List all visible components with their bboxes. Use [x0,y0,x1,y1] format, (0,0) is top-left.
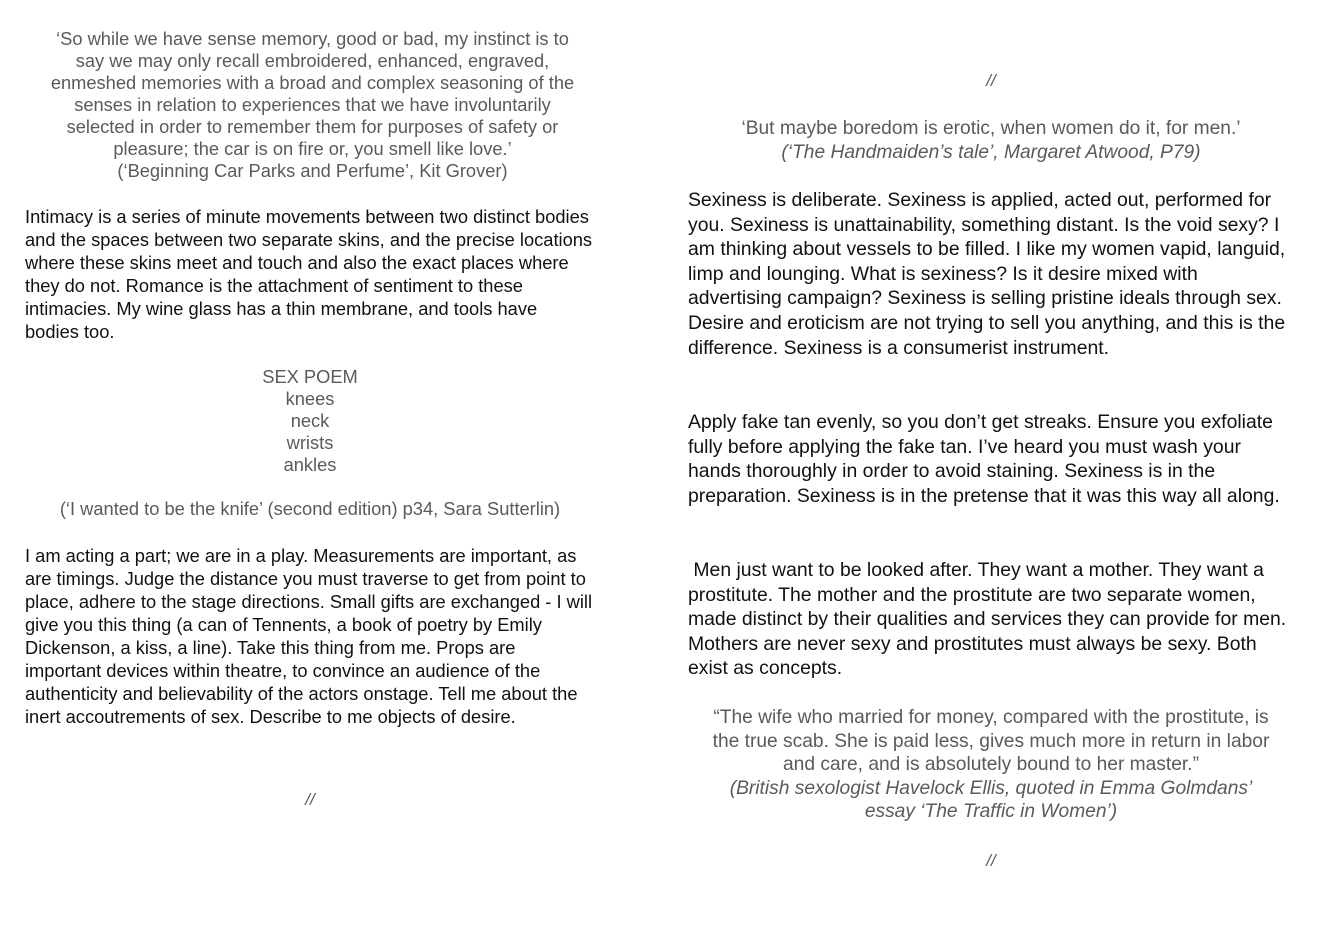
poem-line: neck [290,410,330,431]
ellis-quote [684,706,1298,824]
quote-text: ‘But maybe boredom is erotic, when women do it, for men.’ [741,118,1241,139]
quote-line: and care, and is absolutely bound to her master.” [783,754,1199,776]
quote-line: enmeshed memories with a broad and complex seasoning of the [50,72,575,93]
quote-line: ‘So while we have sense memory, good or bad, my instinct is to [56,28,569,49]
section-divider: // [305,790,315,809]
section-divider: // [986,71,996,90]
quote-line: senses in relation to experiences that we have involuntarily [74,94,551,115]
quote-line: “The wife who married for money, compared with the prostitute, is [713,707,1269,728]
poem-line: ankles [283,454,337,475]
quote-citation: essay ‘The Traffic in Women’) [864,801,1118,823]
paragraph-acting: I am acting a part; we are in a play. Measurements are important, as are timings. Judge the distance you must traverse to get from point to place, adhere to the stage directions. Small gifts are exchanged - I will give you this thing (a can of Tennents, a book of poetry by Emily Dickenson, a kiss, a line). Take this thing from me. Props are important devices within theatre, to convince an audience of the authenticity and believability of the actors onstage. Tell me about the inert accoutrements of sex. Describe to me objects of desire. [25,545,593,727]
quote-line: say we may only recall embroidered, enhanced, engraved, [75,50,550,71]
quote-line: selected in order to remember them for purposes of safety or [66,116,559,137]
quote-line: the true scab. She is paid less, gives much more in return in labor [712,730,1270,752]
grover-quote [20,28,605,182]
paragraph-intimacy: Intimacy is a series of minute movements between two distinct bodies and the spaces between two separate skins, and the precise locations where these skins meet and touch and also the exact places where they do not. Romance is the attachment of sentiment to these intimacies. My wine glass has a thin membrane, and tools have bodies too. [25,206,593,342]
quote-citation: (‘Beginning Car Parks and Perfume’, Kit Grover) [117,160,508,181]
poem-title: SEX POEM [262,366,358,387]
poem-line: wrists [286,432,334,453]
paragraph-sexiness: Sexiness is deliberate. Sexiness is applied, acted out, performed for you. Sexiness is unattainability, something distant. Is the void sexy? I am thinking about vessels to be filled. I like my women vapid, languid, limp and lounging. What is sexiness? Is it desire mixed with advertising campaign? Sexiness is selling pristine ideals through sex. Desire and eroticism are not trying to sell you anything, and this is the difference. Sexiness is a consumerist instrument. [688,189,1286,359]
paragraph-men: Men just want to be looked after. They want a mother. They want a prostitute. The mother and the prostitute are two separate women, made distinct by their qualities and services they can provide for men. Mothers are never sexy and prostitutes must always be sexy. Both exist as concepts. [688,559,1292,680]
atwood-quote [688,117,1294,164]
sex-poem [25,366,595,476]
section-divider: // [986,851,996,870]
quote-line: pleasure; the car is on fire or, you smell like love.’ [113,138,512,159]
quote-citation: (‘The Handmaiden’s tale’, Margaret Atwood, P79) [781,141,1201,163]
poem-citation: (‘I wanted to be the knife’ (second edition) p34, Sara Sutterlin) [59,498,561,519]
quote-citation: (British sexologist Havelock Ellis, quoted in Emma Golmdans’ [729,777,1253,799]
paragraph-fake-tan: Apply fake tan evenly, so you don’t get streaks. Ensure you exfoliate fully before applying the fake tan. I’ve heard you must wash your hands thoroughly in order to avoid staining. Sexiness is in the preparation. Sexiness is in the pretense that it was this way all along. [688,411,1280,507]
poem-line: knees [285,388,335,409]
